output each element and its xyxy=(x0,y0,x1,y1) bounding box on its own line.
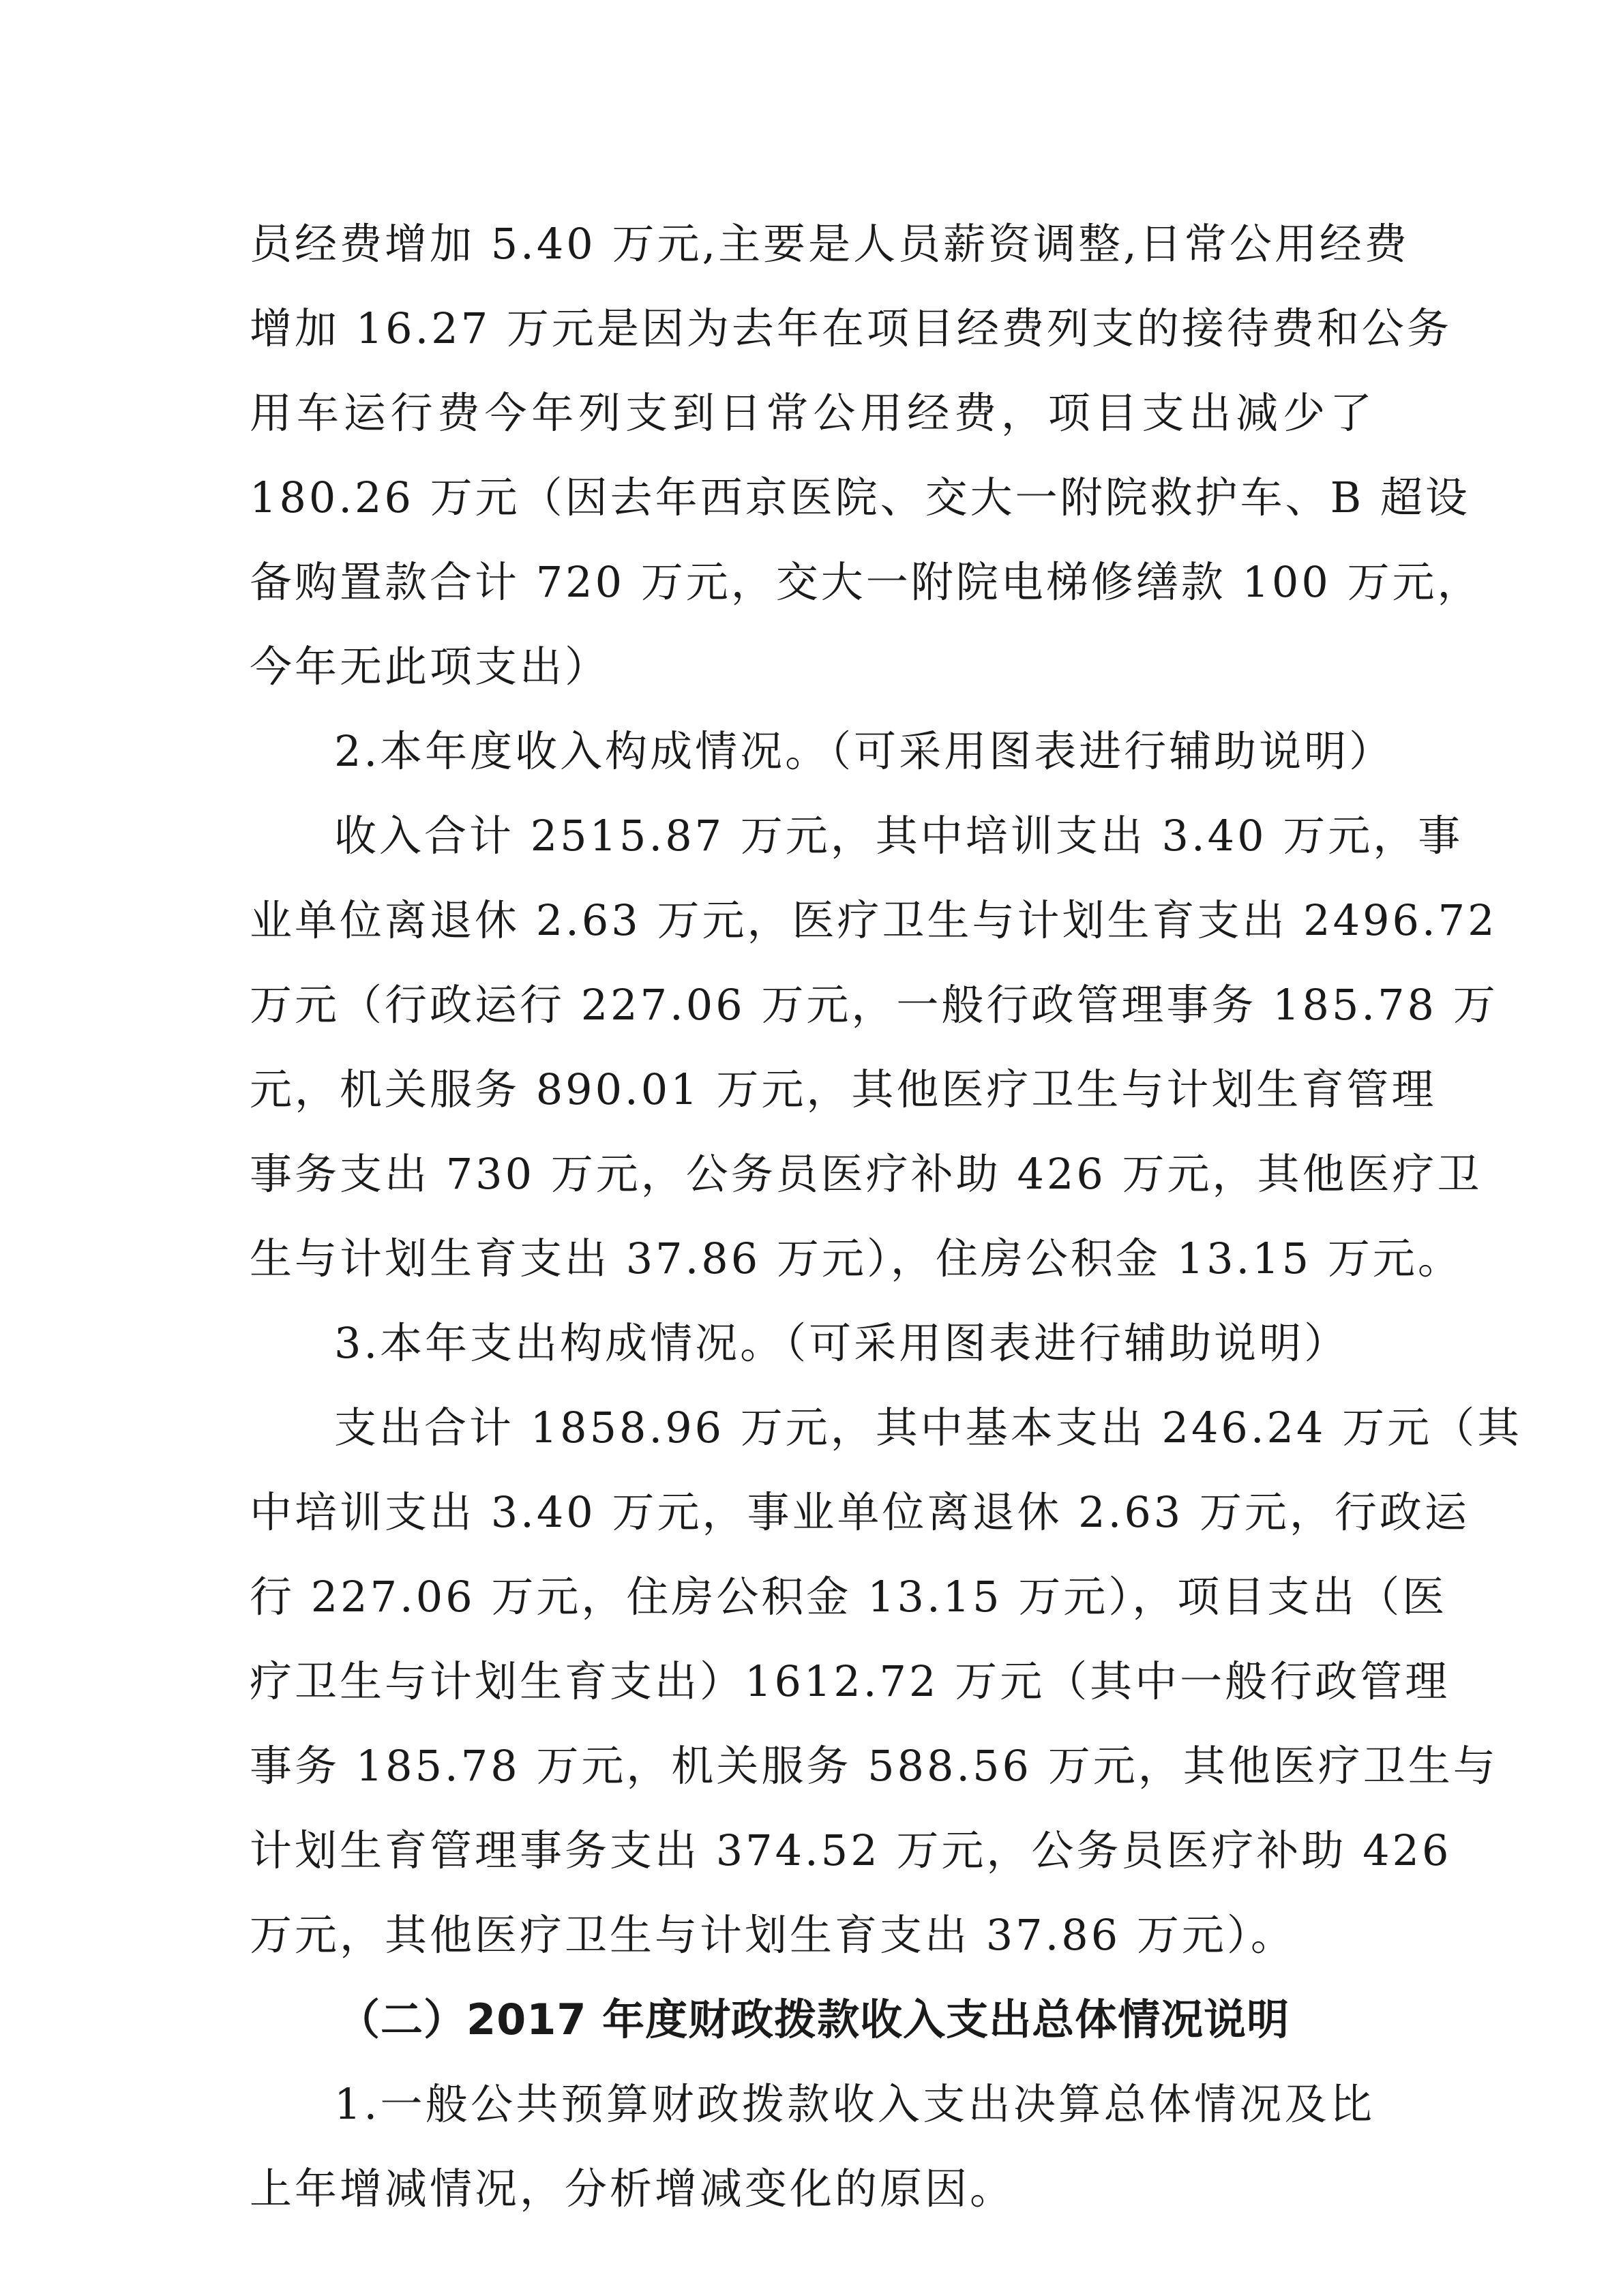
section-heading: 3.本年支出构成情况。（可采用图表进行辅助说明） xyxy=(334,1318,1350,1368)
paragraph-line: 万元（行政运行 227.06 万元，一般行政管理事务 185.78 万 xyxy=(250,980,1498,1030)
paragraph-line: 支出合计 1858.96 万元，其中基本支出 246.24 万元（其 xyxy=(334,1403,1523,1452)
paragraph-line: 用车运行费今年列支到日常公用经费，项目支出减少了 xyxy=(250,388,1375,438)
paragraph-line: 事务支出 730 万元，公务员医疗补助 426 万元，其他医疗卫 xyxy=(250,1149,1483,1199)
paragraph-line: 收入合计 2515.87 万元，其中培训支出 3.40 万元，事 xyxy=(334,811,1463,861)
paragraph-line: 业单位离退休 2.63 万元，医疗卫生与计划生育支出 2496.72 xyxy=(250,895,1498,945)
paragraph-line: 180.26 万元（因去年西京医院、交大一附院救护车、B 超设 xyxy=(250,473,1470,522)
paragraph-line: 行 227.06 万元，住房公积金 13.15 万元），项目支出（医 xyxy=(250,1572,1448,1622)
paragraph-line: 事务 185.78 万元，机关服务 588.56 万元，其他医疗卫生与 xyxy=(250,1741,1498,1791)
paragraph-line: 增加 16.27 万元是因为去年在项目经费列支的接待费和公务 xyxy=(250,303,1452,353)
paragraph-line: 员经费增加 5.40 万元,主要是人员薪资调整,日常公用经费 xyxy=(250,219,1410,269)
paragraph-line: 疗卫生与计划生育支出）1612.72 万元（其中一般行政管理 xyxy=(250,1656,1450,1706)
paragraph-line: 上年增减情况，分析增减变化的原因。 xyxy=(250,2164,1015,2213)
section-heading: 2.本年度收入构成情况。（可采用图表进行辅助说明） xyxy=(334,726,1395,776)
paragraph-line: 备购置款合计 720 万元，交大一附院电梯修缮款 100 万元， xyxy=(250,557,1483,607)
paragraph-line: 生与计划生育支出 37.86 万元），住房公积金 13.15 万元。 xyxy=(250,1234,1463,1283)
paragraph-line: 中培训支出 3.40 万元，事业单位离退休 2.63 万元，行政运 xyxy=(250,1487,1470,1537)
paragraph-line: 万元，其他医疗卫生与计划生育支出 37.86 万元）。 xyxy=(250,1910,1296,1960)
paragraph-line: 今年无此项支出） xyxy=(250,642,610,691)
paragraph-line: 1.一般公共预算财政拨款收入支出决算总体情况及比 xyxy=(334,2079,1375,2129)
paragraph-line: 元，机关服务 890.01 万元，其他医疗卫生与计划生育管理 xyxy=(250,1064,1437,1114)
section-title: （二）2017 年度财政拨款收入支出总体情况说明 xyxy=(338,1995,1290,2044)
paragraph-line: 计划生育管理事务支出 374.52 万元，公务员医疗补助 426 xyxy=(250,1825,1452,1875)
